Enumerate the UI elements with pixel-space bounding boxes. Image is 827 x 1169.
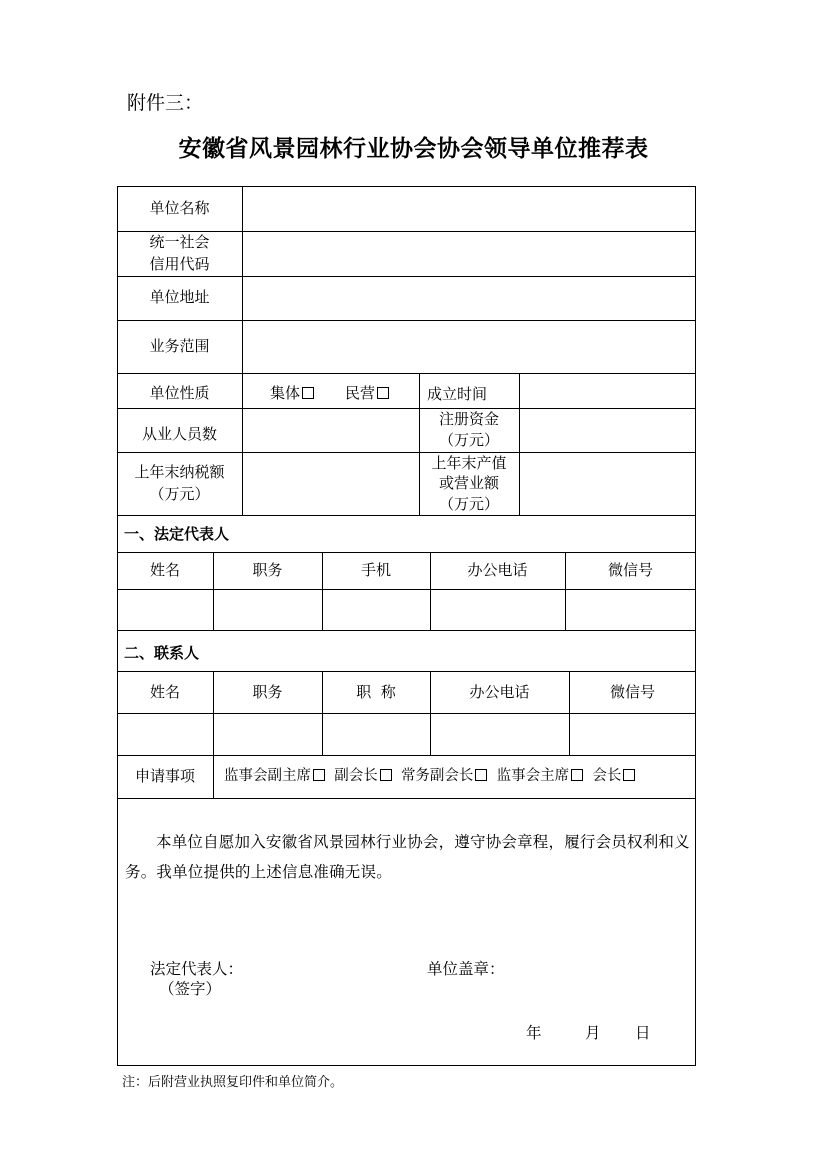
option-supervisory-chair[interactable]: 监事会主席 [497,768,584,784]
row-divider [117,630,696,631]
checkbox-icon[interactable] [313,769,325,781]
page-title: 安徽省风景园林行业协会协会领导单位推荐表 [178,136,649,162]
checkbox-icon[interactable] [623,769,635,781]
row-divider [117,515,696,516]
row-divider [117,408,696,409]
option-supervisory-vice-chair[interactable]: 监事会副主席 [224,768,325,784]
row-divider [117,320,696,321]
row-divider [117,373,696,374]
application-label: 申请事项 [134,767,195,785]
row-divider [117,452,696,453]
declaration-text: 本单位自愿加入安徽省风景园林行业协会，遵守协会章程，履行会员权利和义务。我单位提供的上述信息准确无误。 [125,833,690,881]
business-scope-label: 业务范围 [149,337,210,355]
legal-rep-section-title: 一、法定代表人 [124,525,230,543]
checkbox-icon[interactable] [475,769,487,781]
contact-col-position: 职务 [252,683,283,701]
tax-label-line2: （万元） [149,485,210,503]
employees-label: 从业人员数 [141,425,217,443]
row-divider [117,755,696,756]
legal-rep-col-name: 姓名 [149,561,180,579]
credit-code-label-line1: 统一社会 [149,233,210,251]
nature-option-private-label: 民营 [345,384,376,402]
contact-col-office-phone: 办公电话 [469,683,530,701]
contact-col-title: 职 称 [356,683,396,701]
tax-label-line1: 上年末纳税额 [134,463,225,481]
row-divider [117,552,696,553]
output-label-line3: （万元） [438,495,499,513]
contact-col-wechat: 微信号 [609,683,655,701]
checkbox-icon[interactable] [571,769,583,781]
unit-name-label: 单位名称 [149,199,210,217]
registered-capital-label-line2: （万元） [438,431,499,449]
established-label: 成立时间 [427,385,488,403]
checkbox-icon[interactable] [377,387,389,399]
output-label-line1: 上年末产值 [431,454,507,472]
date-month: 月 [585,1024,601,1042]
application-options [224,766,635,787]
signature-note: （签字） [159,980,222,998]
checkbox-icon[interactable] [302,387,314,399]
legal-rep-signature-label: 法定代表人： [150,960,244,978]
col-divider [519,373,520,515]
legal-rep-col-wechat: 微信号 [607,561,653,579]
unit-nature-label: 单位性质 [149,384,210,402]
contact-col-name: 姓名 [149,683,180,701]
unit-seal-label: 单位盖章： [427,960,505,978]
output-label-line2: 或营业额 [438,474,499,492]
option-executive-vice-president[interactable]: 常务副会长 [401,768,488,784]
legal-rep-col-position: 职务 [252,561,283,579]
form-table [117,186,696,1066]
col-divider [242,186,243,515]
row-divider [117,713,696,714]
date-year: 年 [526,1024,542,1042]
footnote: 注：后附营业执照复印件和单位简介。 [122,1075,344,1090]
row-divider [117,671,696,672]
row-divider [117,276,696,277]
credit-code-label-line2: 信用代码 [149,255,210,273]
nature-option-private[interactable] [345,383,389,404]
attachment-label: 附件三： [127,92,204,114]
nature-option-collective-label: 集体 [270,384,301,402]
date-day: 日 [635,1024,651,1042]
unit-address-label: 单位地址 [149,288,210,306]
checkbox-icon[interactable] [380,769,392,781]
option-vice-president[interactable]: 副会长 [334,768,392,784]
contact-section-title: 二、联系人 [124,644,200,662]
legal-rep-col-office-phone: 办公电话 [467,561,528,579]
row-divider [117,798,696,799]
option-president[interactable]: 会长 [592,768,635,784]
legal-rep-col-mobile: 手机 [360,561,391,579]
row-divider [117,589,696,590]
registered-capital-label-line1: 注册资金 [438,410,499,428]
nature-option-collective[interactable] [270,383,314,404]
